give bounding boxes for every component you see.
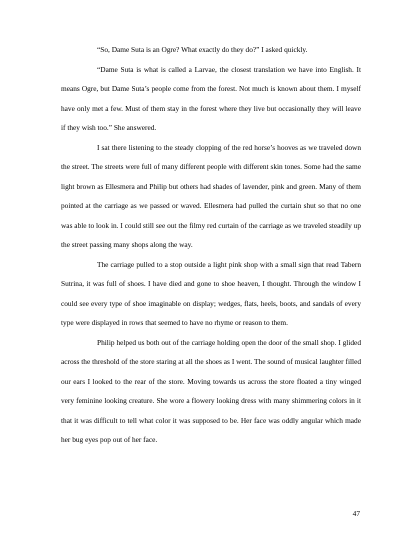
body-text [61,40,361,450]
page-number: 47 [352,509,360,518]
paragraph: “So, Dame Suta is an Ogre? What exactly do they do?” I asked quickly. [97,45,308,54]
paragraph: The carriage pulled to a stop outside a light pink shop with a small sign that read Tabern Sutrina, it was full of shoes. I have died and gone to shoe heaven, I thought. Through the window I could see every type of shoe imaginable on display; wedges, flats, heels, boots, and sandals of every type were displayed in rows that seemed to have no rhyme or reason to them. [61,259,361,327]
paragraph: Philip helped us both out of the carriage holding open the door of the small shop. I glided across the threshold of the store staring at all the shoes as I went. The sound of musical laughter filled our ears I looked to the rear of the store. Moving towards us across the store floated a tiny winged very feminine looking creature. She wore a flowery looking dress with many shimmering colors in it that it was difficult to tell what color it was supposed to be. Her face was oddly angular which made her bug eyes pop out of her face. [61,337,361,444]
paragraph: I sat there listening to the steady clopping of the red horse’s hooves as we traveled down the street. The streets were full of many different people with different skin tones. Some had the same light brown as Ellesmera and Philip but others had shades of lavender, pink and green. Many of them pointed at the carriage as we passed or waved. Ellesmera had pulled the curtain shut so that no one was able to look in. I could still see out the filmy red curtain of the carriage as we traveled steadily up the street passing many shops along the way. [61,142,361,249]
paragraph: “Dame Suta is what is called a Larvae, the closest translation we have into English. It means Ogre, but Dame Suta’s people come from the forest. Not much is known about them. I myself have only met a few. Must of them stay in the forest where they live but occasionally they will leave if they wish too.” She answered. [61,64,361,132]
